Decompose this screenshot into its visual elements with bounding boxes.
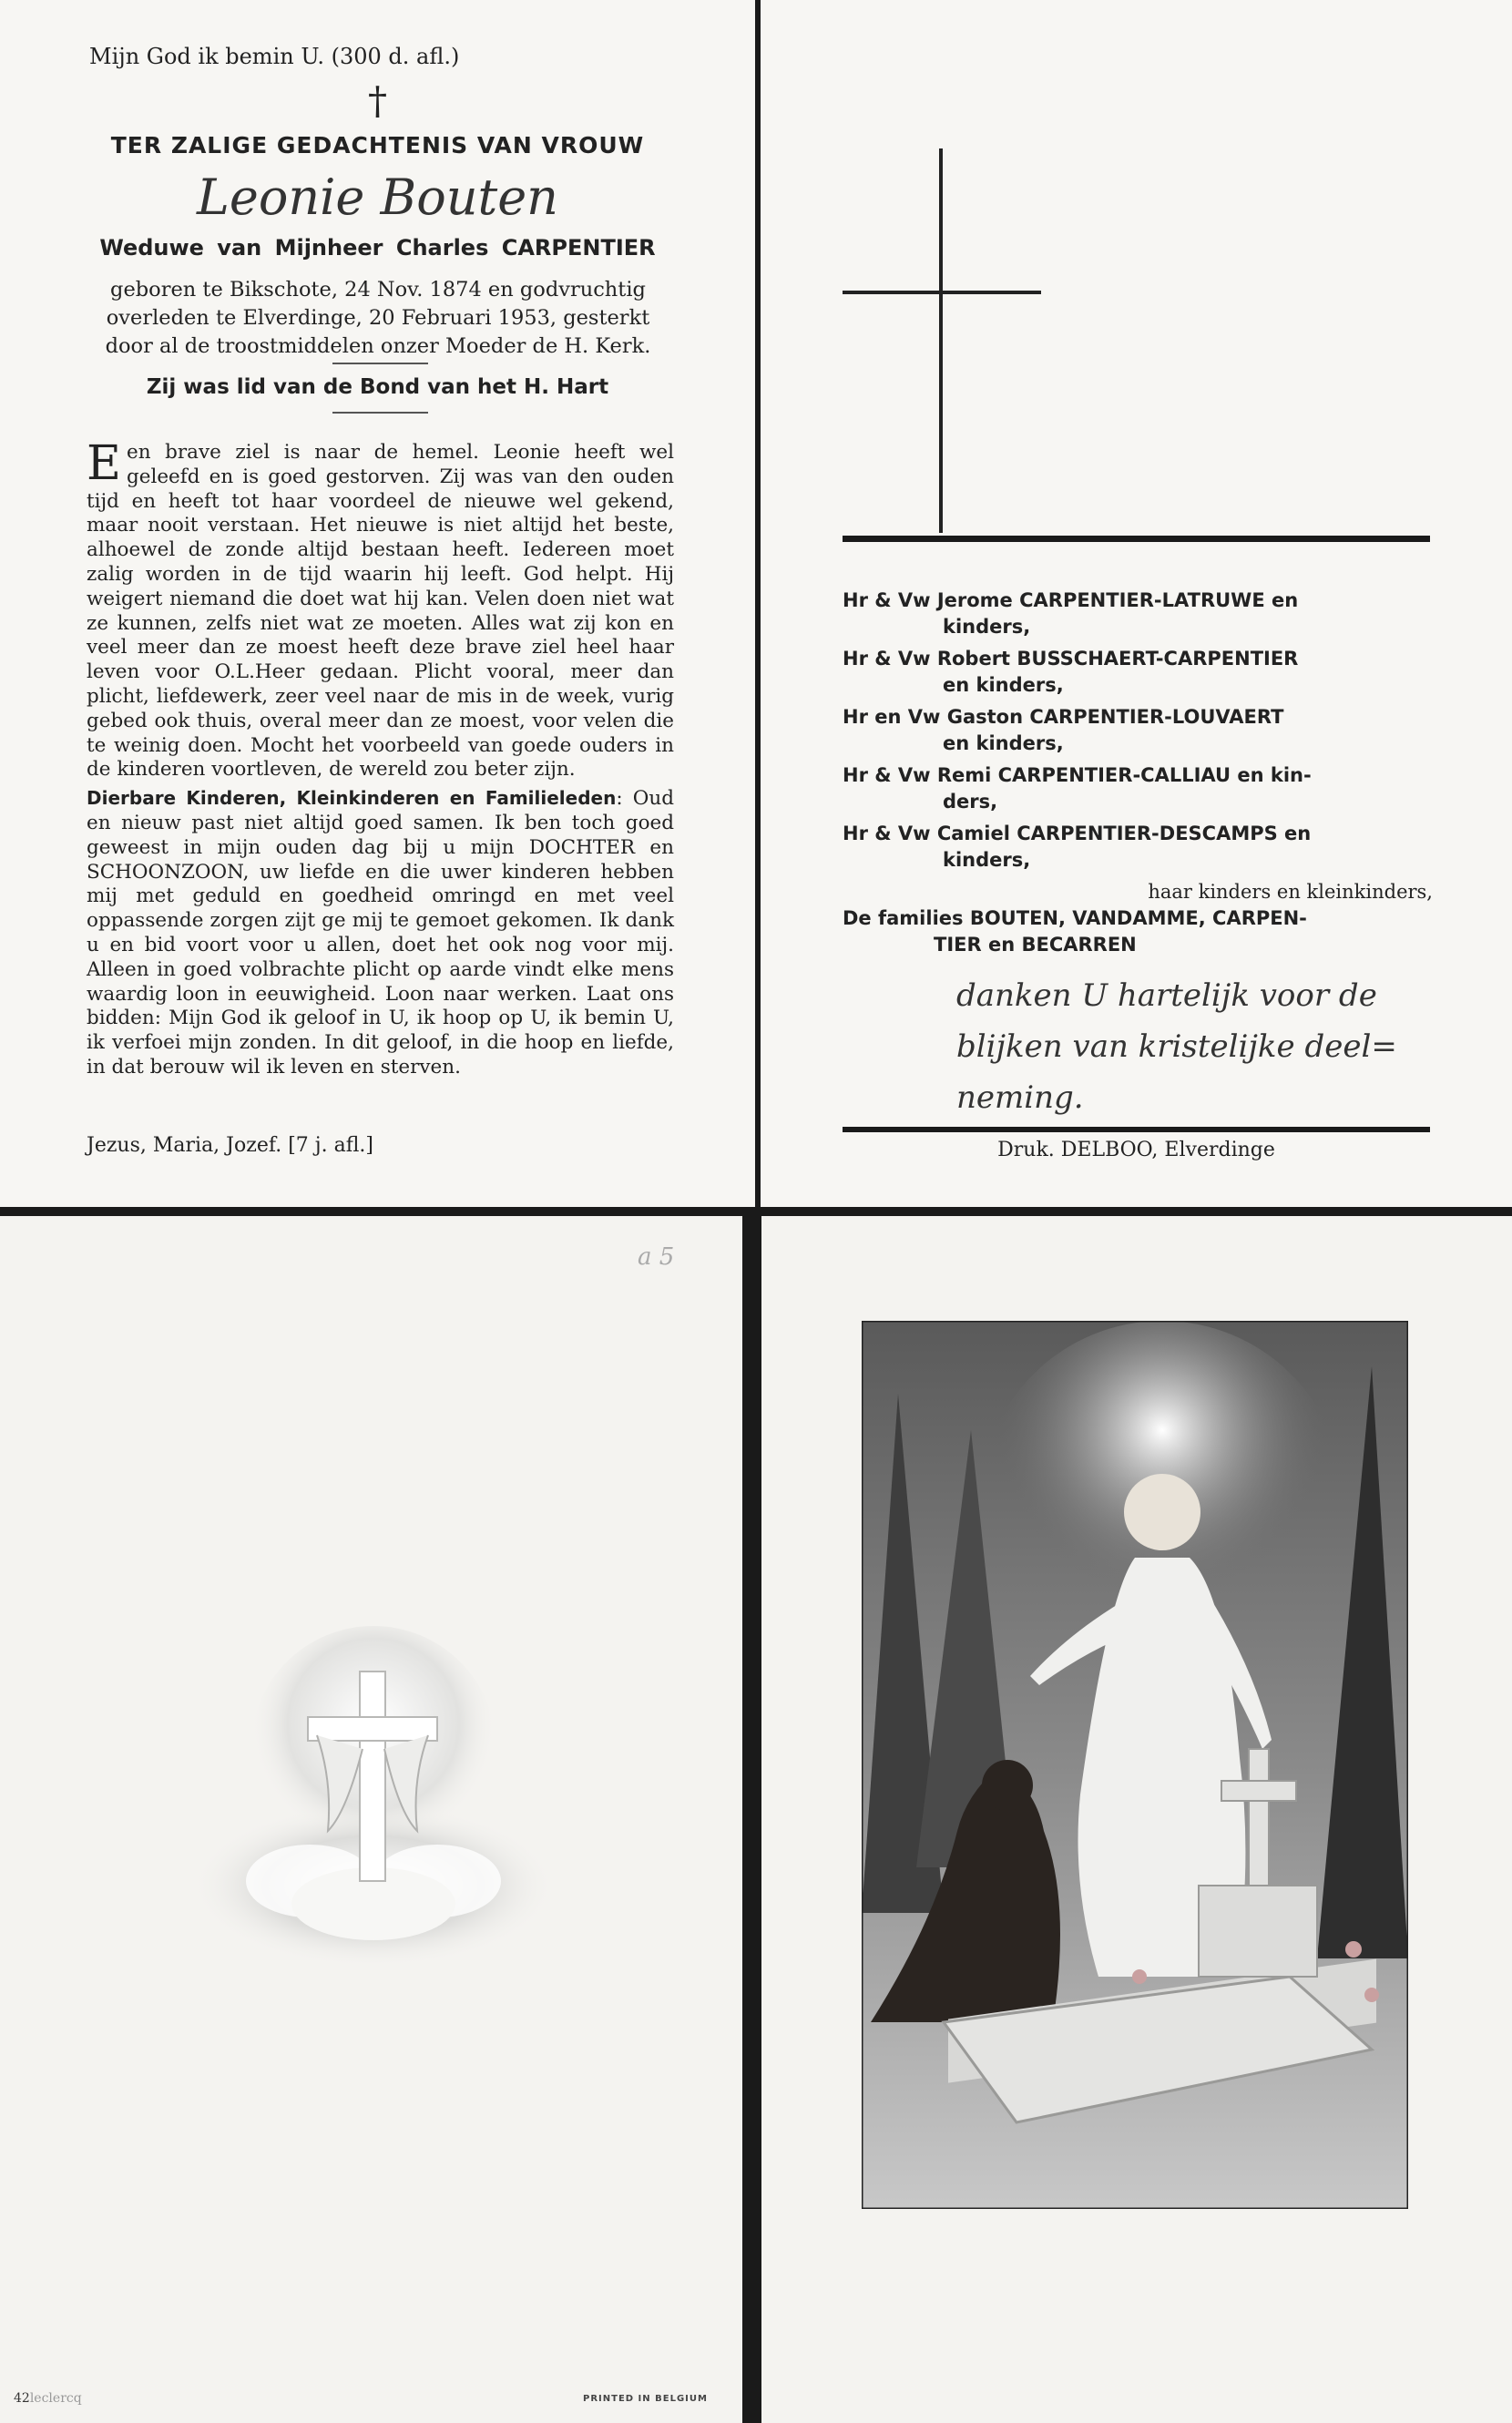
printer-credit: Druk. DELBOO, Elverdinge bbox=[997, 1139, 1275, 1161]
paragraph bbox=[87, 786, 674, 1080]
cloud-cross-image bbox=[173, 1590, 574, 1981]
paragraph bbox=[87, 436, 674, 782]
printed-in-label: PRINTED IN BELGIUM bbox=[583, 2394, 708, 2404]
bio-line: geboren te Bikschote, 24 Nov. 1874 en godvruchtig bbox=[110, 278, 646, 302]
family-entry-cont: kinders, bbox=[943, 616, 1031, 638]
page-number: 42leclercq bbox=[14, 2391, 82, 2406]
family-entry-cont: en kinders, bbox=[943, 732, 1064, 754]
memorial-body bbox=[87, 436, 674, 1084]
cross-icon bbox=[939, 148, 943, 533]
grandchildren-line: haar kinders en kleinkinders, bbox=[1148, 881, 1433, 903]
deceased-name: Leonie Bouten bbox=[197, 169, 558, 226]
thanks-line: danken U hartelijk voor de bbox=[956, 977, 1377, 1014]
cross-image-panel bbox=[0, 1216, 742, 2423]
closing-line: Jezus, Maria, Jozef. [7 j. afl.] bbox=[87, 1134, 373, 1157]
christ-at-grave-image bbox=[862, 1321, 1408, 2209]
family-entry-cont: ders, bbox=[943, 791, 998, 813]
paragraph-text: en brave ziel is naar de hemel. Leonie heeft wel geleefd en is goed gestorven. Zij was van den ouden tijd en heeft tot haar voordeel de nieuwe wel gekend, maar nooit verstaan. Het nieuwe is niet altijd het beste, alhoewel de zonde altijd bestaan heeft. Iedereen moet zalig worden in de tijd waarin hij leeft. God helpt. Hij weigert niemand die doet wat hij kan. Velen doen niet wat ze kunnen, zelfs niet wat ze moeten. Alles wat zij kon en veel meer dan ze moest heeft deze brave ziel heel haar leven voor O.L.Heer gedaan. Plicht vooral, meer dan plicht, liefdewerk, zeer veel naar de mis in de week, vurig gebed ook thuis, overal meer dan ze moest, voor velen die te weinig doen. Mocht het voorbeeld van goede ouders in de kinderen voortleven, de wereld zou beter zijn. bbox=[87, 441, 674, 782]
family-panel bbox=[761, 0, 1512, 1207]
widow-line: Weduwe van Mijnheer Charles CARPENTIER bbox=[99, 235, 656, 261]
family-entry-cont: en kinders, bbox=[943, 674, 1064, 696]
family-entry: Hr & Vw Remi CARPENTIER-CALLIAU en kin- bbox=[843, 764, 1312, 786]
pencil-note: a 5 bbox=[638, 1243, 675, 1271]
family-entry: Hr en Vw Gaston CARPENTIER-LOUVAERT bbox=[843, 706, 1284, 728]
bio-line: overleden te Elverdinge, 20 Februari 1953, gesterkt bbox=[106, 306, 650, 330]
family-entry: Hr & Vw Robert BUSSCHAERT-CARPENTIER bbox=[843, 648, 1299, 670]
prayer-line: Mijn God ik bemin U. (300 d. afl.) bbox=[89, 44, 460, 69]
family-entry-cont: kinders, bbox=[943, 849, 1031, 871]
thanks-text bbox=[956, 970, 1466, 1123]
paragraph-text: : Oud en nieuw past niet altijd goed samen. Ik ben toch goed geweest in mijn ouden dag bij u mijn DOCHTER en SCHOONZOON, uw liefde en die uwer kinderen hebben mij met geduld en goedheid omringd en met veel oppassende zorgen zijt ge mij te gemoet gekomen. Ik dank u en bid voort voor u allen, doet het ook nog voor mij. Alleen in goed volbrachte plicht op aarde vindt elke mens waardig loon in eeuwigheid. Loon naar werken. Laat ons bidden: Mijn God ik geloof in U, ik hoop op U, ik bemin U, ik verfoei mijn zonden. In dit geloof, in die hoop en liefde, in dat berouw wil ik leven en sterven. bbox=[87, 787, 674, 1079]
other-families-cont: TIER en BECARREN bbox=[934, 934, 1137, 956]
devotional-image-panel bbox=[761, 1216, 1512, 2423]
family-entry: Hr & Vw Camiel CARPENTIER-DESCAMPS en bbox=[843, 823, 1312, 844]
cross-bar bbox=[843, 291, 1041, 294]
drop-cap: E bbox=[87, 436, 121, 491]
biography bbox=[64, 276, 692, 361]
divider-rule bbox=[843, 536, 1430, 542]
bio-line: door al de troostmiddelen onzer Moeder de H. Kerk. bbox=[105, 334, 651, 358]
bond-line: Zij was lid van de Bond van het H. Hart bbox=[146, 375, 609, 399]
separator bbox=[332, 363, 428, 364]
thanks-line: blijken van kristelijke deel= bbox=[956, 1028, 1397, 1065]
family-list bbox=[843, 588, 1433, 958]
separator bbox=[332, 412, 428, 414]
address-line: Dierbare Kinderen, Kleinkinderen en Familieleden bbox=[87, 787, 617, 810]
family-entry: Hr & Vw Jerome CARPENTIER-LATRUWE en bbox=[843, 589, 1299, 611]
memorial-heading: TER ZALIGE GEDACHTENIS VAN VROUW bbox=[110, 132, 645, 158]
other-families: De families BOUTEN, VANDAMME, CARPEN- bbox=[843, 907, 1307, 929]
divider-rule bbox=[843, 1127, 1430, 1132]
cross-icon: † bbox=[368, 78, 387, 123]
memorial-text-panel bbox=[0, 0, 755, 1207]
thanks-line: neming. bbox=[956, 1079, 1084, 1116]
